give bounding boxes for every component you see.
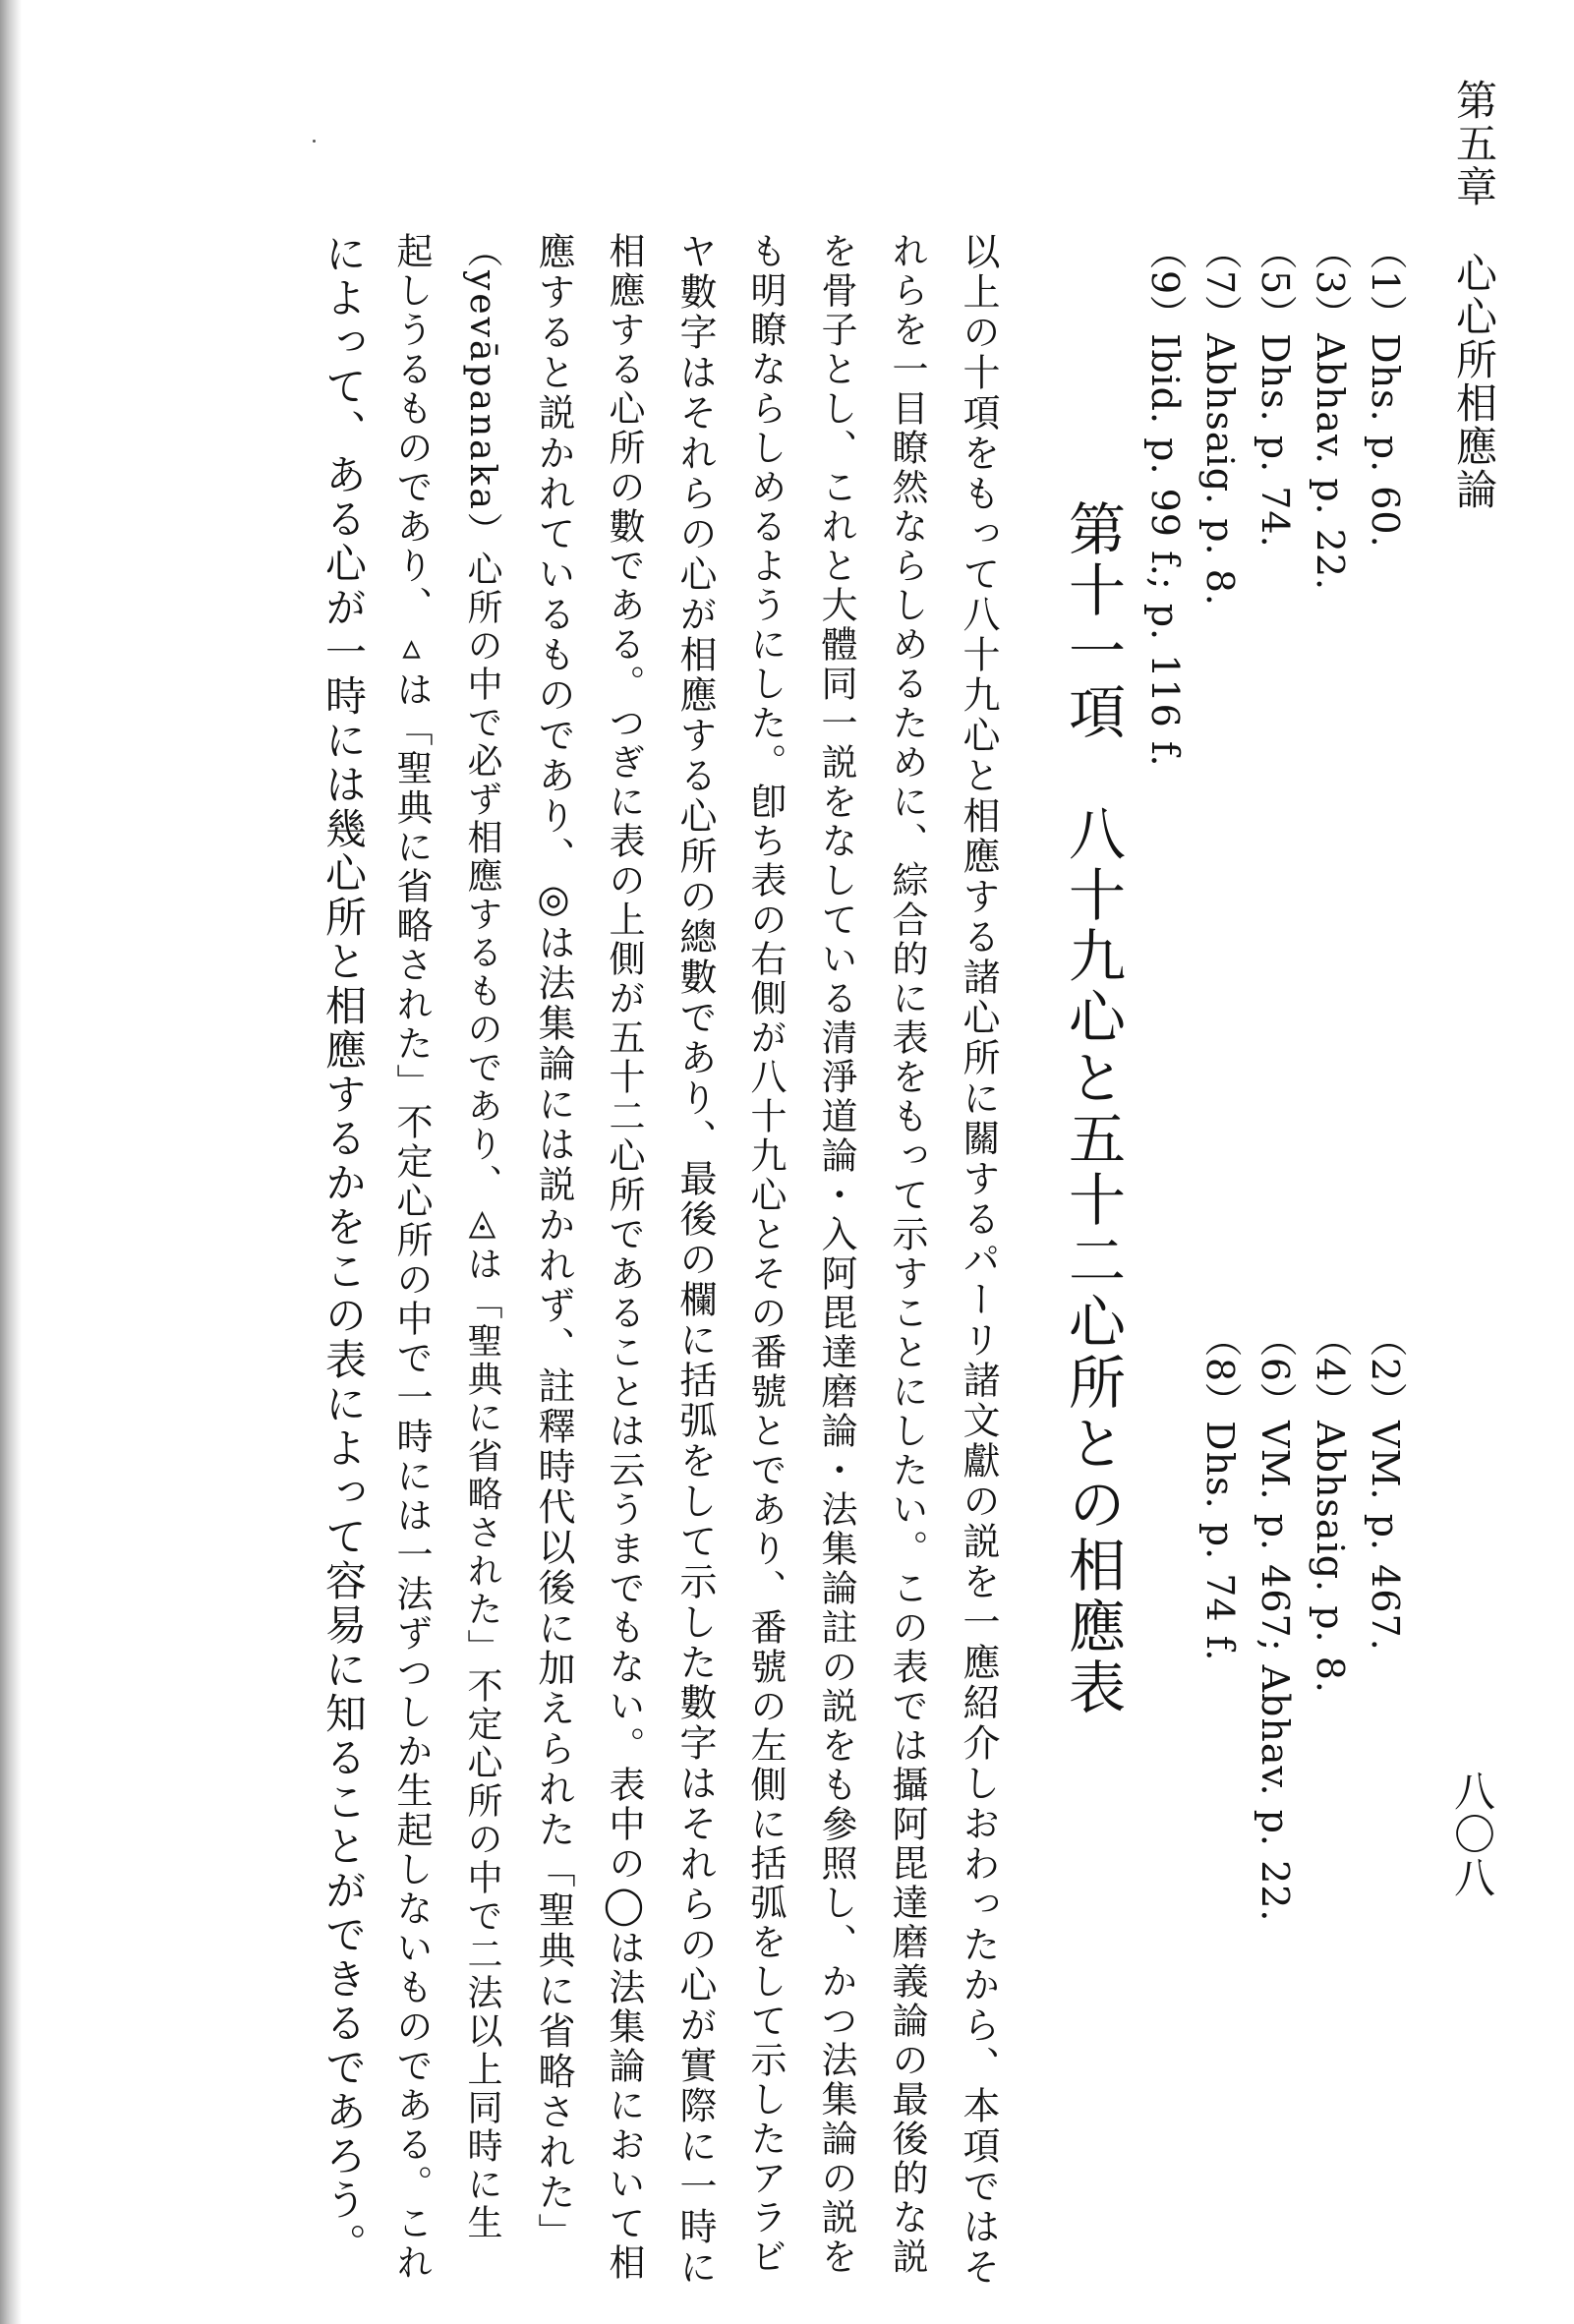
body-line-5: ヤ數字はそれらの心が相應する心所の總數であり、最後の欄に括弧をして示した數字はそれらの心が實際に一時に [673,232,717,2288]
chapter-header: 第五章 心心所相應論 [1450,79,1498,511]
body-line-10: によって、ある心が一時には幾心所と相應するかをこの表によって容易に知ることができるであろう。 [320,232,368,2267]
footnote-9: （9）Ibid. p. 99 f.; p. 116 f. [1143,232,1187,768]
footnote-4: （4）Abhsaig. p. 8. [1309,1319,1352,1694]
margin-speck [313,140,316,143]
body-line-3: を骨子とし、これと大體同一説をなしている清淨道論・入阿毘達磨論・法集論註の説をも參照し、かつ法集論の説を [815,232,857,2277]
footnote-3: （3）Abhav. p. 22. [1309,232,1352,592]
scan-shadow-edge [0,0,22,2324]
footnote-8: （8）Dhs. p. 74 f. [1198,1319,1242,1662]
footnote-6: （6）VM. p. 467; Abhav. p. 22. [1253,1319,1297,1923]
body-line-7: 應すると説かれているものであり、◎は法集論には説かれず、註釋時代以後に加えられた「聖典に省略された」 [532,232,575,2253]
body-line-8: （yevāpanaka）心所の中で必ず相應するものであり、◬は「聖典に省略された」不定心所の中で二法以上同時に生 [462,232,502,2242]
body-line-1: 以上の十項をもって八十九心と相應する諸心所に關するパーリ諸文獻の説を一應紹介しおわったから、本項ではそ [957,232,1000,2288]
section-title: 第十一項 八十九心と五十二心所との相應表 [1059,499,1126,1718]
body-line-9: 起しうるものであり、▵は「聖典に省略された」不定心所の中で一時には一法ずつしか生起しないものである。これ [390,232,433,2283]
footnote-1: （1）Dhs. p. 60. [1364,232,1407,549]
body-line-4: も明瞭ならしめるようにした。卽ち表の右側が八十九心とその番號とであり、番號の左側に括弧をして示したアラビ [744,232,787,2277]
page-number: 八〇八 [1448,1770,1496,1899]
body-line-6: 相應する心所の數である。つぎに表の上側が五十二心所であることは云うまでもない。表中の◯は法集論において相 [603,232,645,2283]
footnote-7: （7）Abhsaig. p. 8. [1198,232,1242,607]
body-line-2: れらを一目瞭然ならしめるために、綜合的に表をもって示すことにしたい。この表では攝阿毘達磨義論の最後的な説 [886,232,928,2277]
footnote-2: （2）VM. p. 467. [1364,1319,1407,1652]
footnote-5: （5）Dhs. p. 74. [1253,232,1297,549]
